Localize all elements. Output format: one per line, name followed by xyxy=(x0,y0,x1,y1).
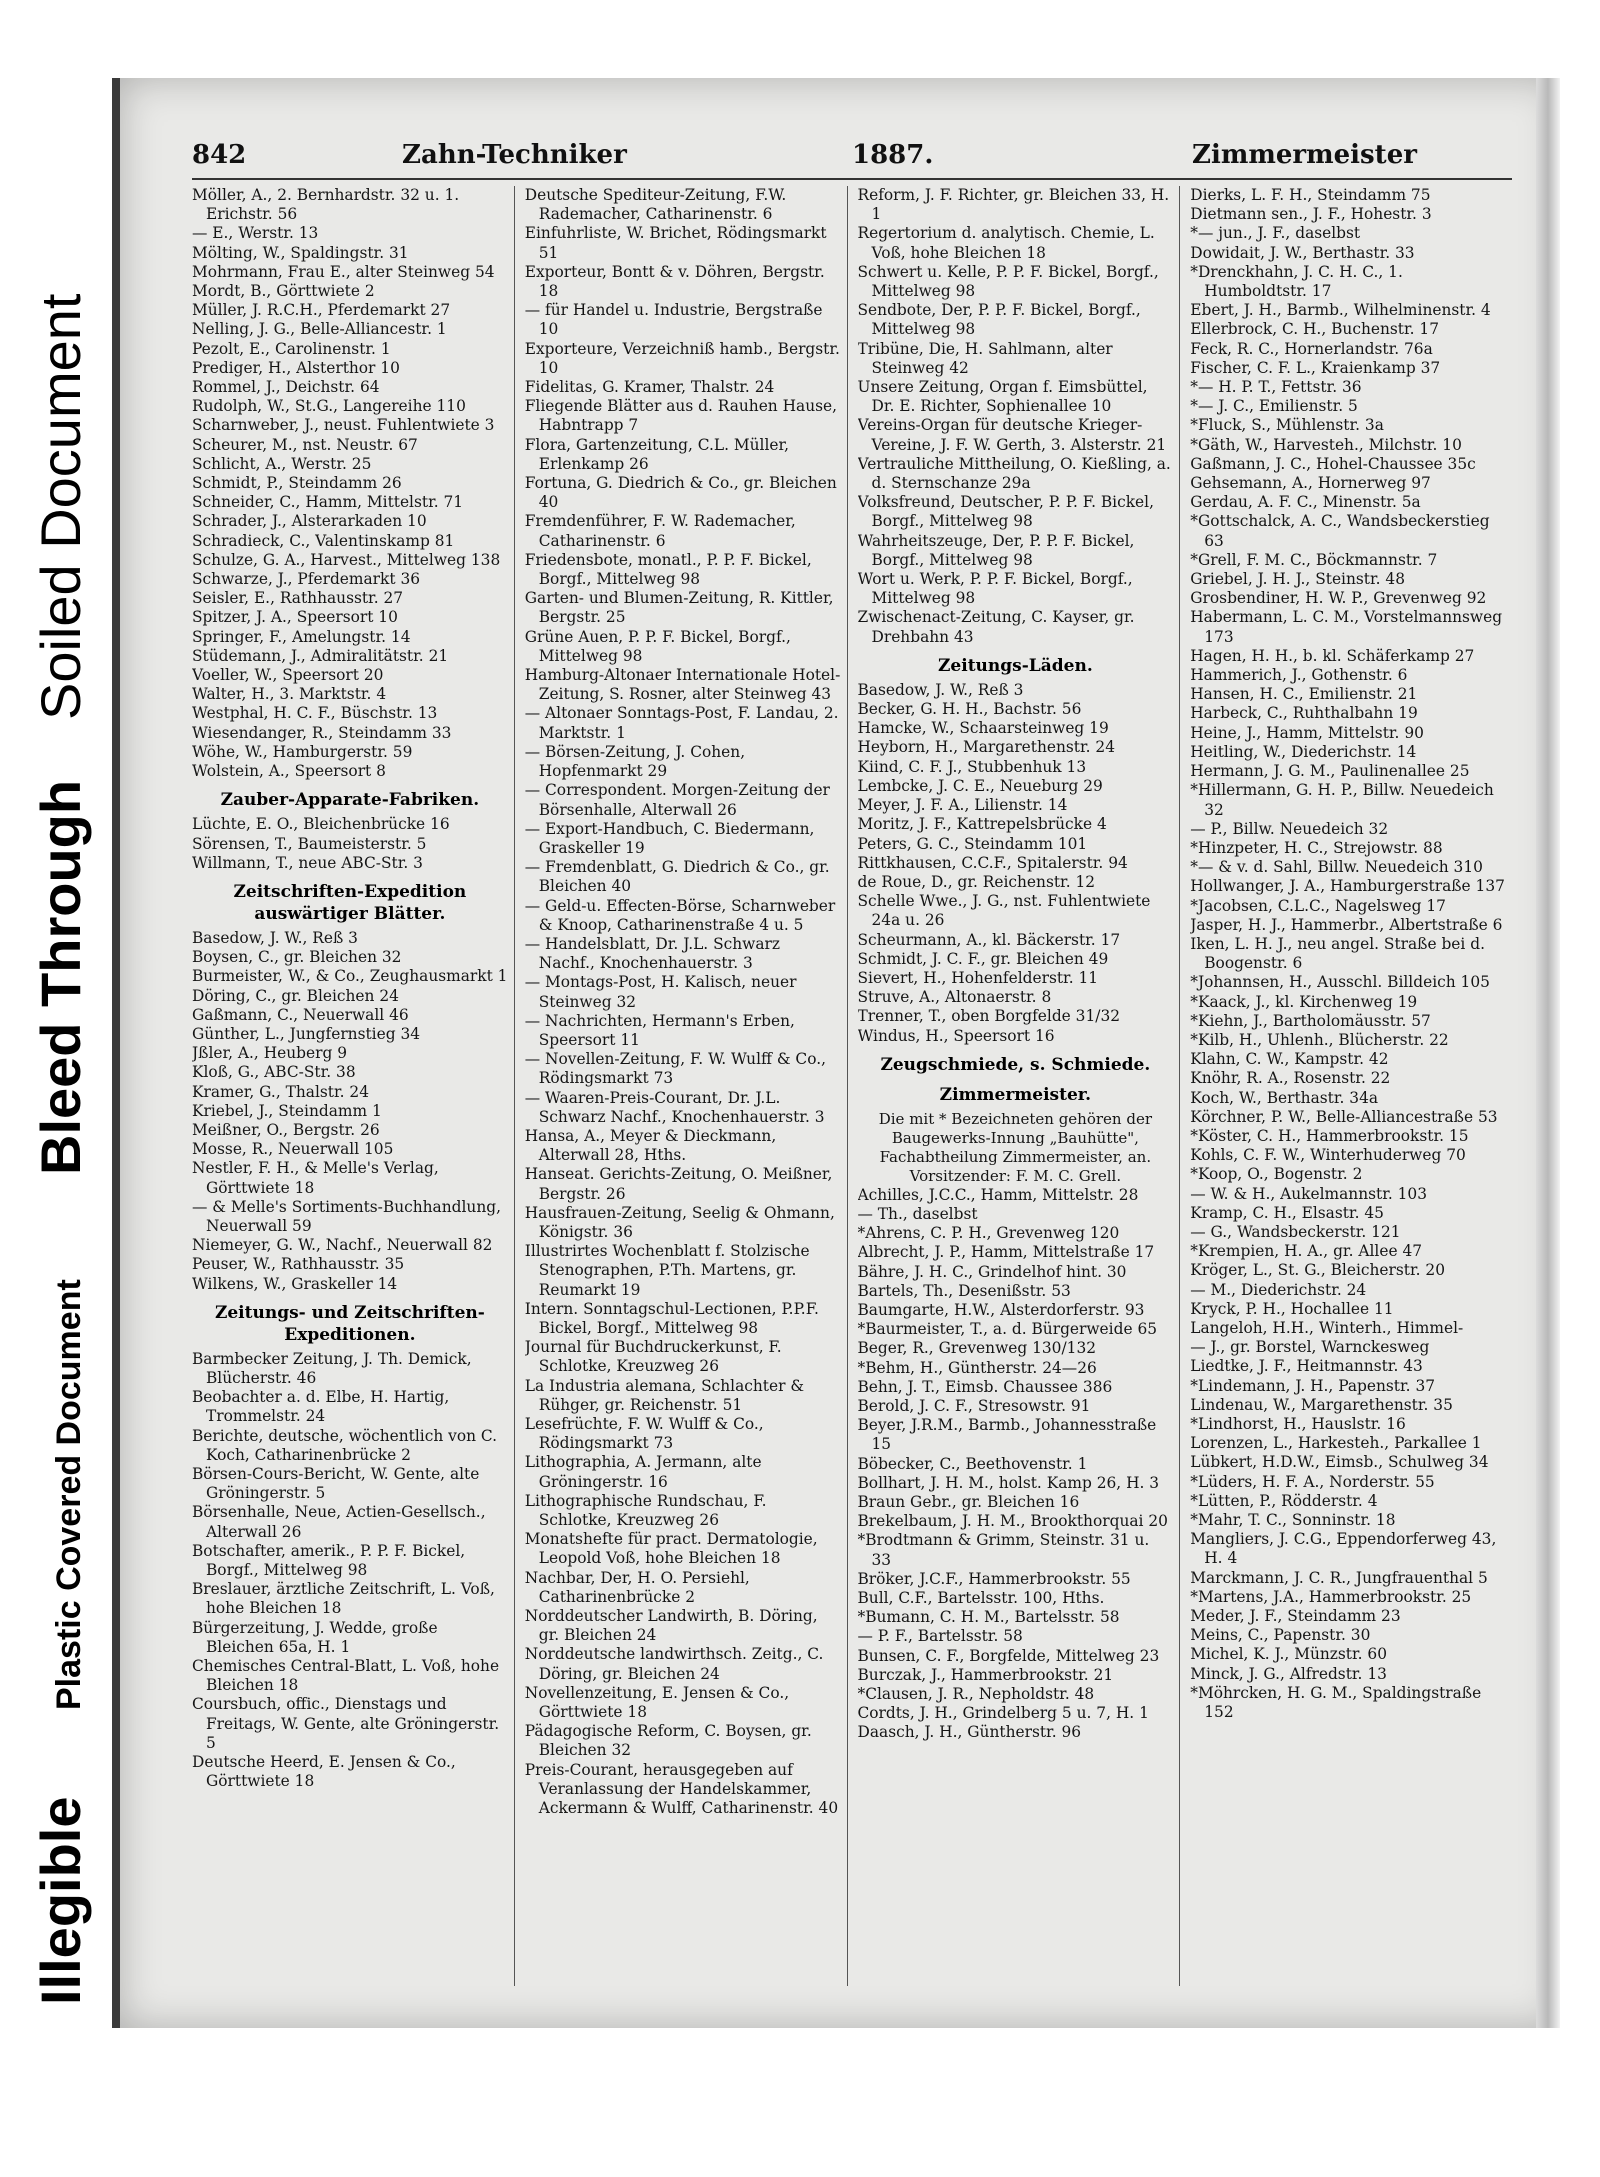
directory-entry: Günther, L., Jungfernstieg 34 xyxy=(192,1024,421,1043)
directory-entry: Deutsche Heerd, E. Jensen & Co., Görttwiete 18 xyxy=(192,1753,456,1791)
directory-entry: Schmidt, J. C. F., gr. Bleichen 49 xyxy=(857,949,1109,968)
directory-entry: — Altonaer Sonntags-Post, F. Landau, 2. Marktstr. 1 xyxy=(524,704,839,742)
directory-entry: — Montags-Post, H. Kalisch, neuer Steinweg 32 xyxy=(524,973,797,1011)
directory-entry: Hagen, H. H., b. kl. Schäferkamp 27 xyxy=(1190,646,1475,665)
directory-entry: Berold, J. C. F., Stresowstr. 91 xyxy=(857,1396,1091,1415)
directory-entry: Dowidait, J. W., Berthastr. 33 xyxy=(1190,243,1415,262)
directory-entry: Bartels, Th., Desenißstr. 53 xyxy=(857,1281,1071,1300)
directory-entry: Westphal, H. C. F., Büschstr. 13 xyxy=(192,704,438,723)
directory-entry: Garten- und Blumen-Zeitung, R. Kittler, Bergstr. 25 xyxy=(524,589,834,627)
directory-entry: — Th., daselbst xyxy=(857,1204,978,1223)
directory-entry: Böbecker, C., Beethovenstr. 1 xyxy=(857,1454,1088,1473)
header-year: 1887. xyxy=(852,140,934,170)
stamp-illegible: Illegible xyxy=(29,1796,92,2005)
directory-entry: Schmidt, P., Steindamm 26 xyxy=(192,474,402,493)
directory-entry: Habermann, L. C. M., Vorstelmannsweg 173 xyxy=(1190,608,1503,646)
directory-entry: Mohrmann, Frau E., alter Steinweg 54 xyxy=(192,262,495,281)
directory-entry: Walter, H., 3. Marktstr. 4 xyxy=(192,685,387,704)
directory-entry: *Kilb, H., Uhlenh., Blücherstr. 22 xyxy=(1190,1030,1449,1049)
directory-entry: Prediger, H., Alsterthor 10 xyxy=(192,358,400,377)
directory-entry: Stüdemann, J., Admiralitätstr. 21 xyxy=(192,646,449,665)
directory-entry: *Gottschalck, A. C., Wandsbeckerstieg 63 xyxy=(1190,512,1490,550)
directory-entry: Jßler, A., Heuberg 9 xyxy=(192,1044,348,1063)
directory-entry: Illustrirtes Wochenblatt f. Stolzische Stenographen, P.Th. Martens, gr. Reumarkt 19 xyxy=(524,1242,810,1299)
column-4 xyxy=(1190,186,1512,1986)
directory-entry: Rittkhausen, C.C.F., Spitalerstr. 94 xyxy=(857,853,1128,872)
directory-entry: Bürgerzeitung, J. Wedde, große Bleichen 65a, H. 1 xyxy=(192,1618,438,1656)
directory-entry: Sendbote, Der, P. P. F. Bickel, Borgf., Mittelweg 98 xyxy=(857,301,1141,339)
directory-entry: Kriebel, J., Steindamm 1 xyxy=(192,1101,382,1120)
directory-entry: Döring, C., gr. Bleichen 24 xyxy=(192,986,399,1005)
directory-entry: Exporteur, Bontt & v. Döhren, Bergstr. 18 xyxy=(524,262,825,301)
column-3 xyxy=(858,186,1181,1986)
directory-entry: Friedensbote, monatl., P. P. F. Bickel, Borgf., Mittelweg 98 xyxy=(524,550,812,589)
directory-entry: Lüchte, E. O., Bleichenbrücke 16 xyxy=(192,815,450,834)
section-title: Zeitschriften-Expedition auswärtiger Blätter. xyxy=(233,881,467,924)
directory-entry: Pezolt, E., Carolinenstr. 1 xyxy=(192,339,391,358)
directory-entry: Marckmann, J. C. R., Jungfrauenthal 5 xyxy=(1190,1568,1488,1587)
directory-entry: Gehsemann, A., Hornerweg 97 xyxy=(1190,474,1431,493)
directory-entry: Kryck, P. H., Hochallee 11 xyxy=(1190,1299,1394,1318)
directory-entry: Gerdau, A. F. C., Minenstr. 5a xyxy=(1190,493,1421,512)
directory-entry: *— H. P. T., Fettstr. 36 xyxy=(1190,378,1362,397)
directory-entry: *— J. C., Emilienstr. 5 xyxy=(1190,397,1358,416)
directory-entry: Müller, J. R.C.H., Pferdemarkt 27 xyxy=(192,301,451,320)
directory-entry: Lithographische Rundschau, F. Schlotke, Kreuzweg 26 xyxy=(524,1491,767,1530)
section-title: Zeitungs- und Zeitschriften-Expeditionen. xyxy=(214,1302,485,1345)
directory-entry: Brekelbaum, J. H. M., Brookthorquai 20 xyxy=(857,1512,1168,1531)
directory-entry: Scheurer, M., nst. Neustr. 67 xyxy=(192,435,418,454)
directory-entry: Schulze, G. A., Harvest., Mittelweg 138 xyxy=(192,550,501,569)
directory-entry: Chemisches Central-Blatt, L. Voß, hohe Bleichen 18 xyxy=(192,1657,500,1695)
directory-entry: Kohls, C. F. W., Winterhuderweg 70 xyxy=(1190,1146,1466,1165)
directory-entry: Kloß, G., ABC-Str. 38 xyxy=(192,1063,356,1082)
column-2 xyxy=(525,186,848,1986)
section-title: Zeitungs-Läden. xyxy=(938,655,1093,676)
directory-entry: Scharnweber, J., neust. Fuhlentwiete 3 xyxy=(192,416,495,435)
directory-entry: *Lütten, P., Rödderstr. 4 xyxy=(1190,1491,1378,1510)
header-rule xyxy=(192,178,1512,180)
directory-entry: Harbeck, C., Ruhthalbahn 19 xyxy=(1190,704,1418,723)
directory-entry: Heine, J., Hamm, Mittelstr. 90 xyxy=(1190,723,1424,742)
directory-entry: Reform, J. F. Richter, gr. Bleichen 33, H. 1 xyxy=(857,186,1170,224)
directory-entry: — Waaren-Preis-Courant, Dr. J.L. Schwarz Nachf., Knochenhauerstr. 3 xyxy=(524,1088,825,1126)
directory-entry: de Roue, D., gr. Reichenstr. 12 xyxy=(857,872,1096,891)
section-title: Zeugschmiede, s. Schmiede. xyxy=(880,1054,1151,1075)
directory-entry: *Hinzpeter, H. C., Strejowstr. 88 xyxy=(1190,838,1443,857)
stamp-soiled: Soiled Document xyxy=(29,293,92,720)
directory-entry: Braun Gebr., gr. Bleichen 16 xyxy=(857,1492,1080,1511)
directory-entry: *Lindemann, J. H., Papenstr. 37 xyxy=(1190,1376,1436,1395)
directory-entry: Struve, A., Altonaerstr. 8 xyxy=(857,988,1052,1007)
directory-entry: Meyer, J. F. A., Lilienstr. 14 xyxy=(857,796,1068,815)
directory-entry: — Geld-u. Effecten-Börse, Scharnweber & Knoop, Catharinenstraße 4 u. 5 xyxy=(524,896,836,934)
directory-entry: Bähre, J. H. C., Grindelhof hint. 30 xyxy=(857,1262,1127,1281)
directory-entry: *Drenckhahn, J. C. H. C., 1. Humboldtstr. 17 xyxy=(1190,262,1403,301)
directory-entry: Journal für Buchdruckerkunst, F. Schlotke, Kreuzweg 26 xyxy=(524,1338,782,1376)
directory-entry: *Kiehn, J., Bartholomäusstr. 57 xyxy=(1190,1011,1431,1030)
directory-entry: Iken, L. H. J., neu angel. Straße bei d. Boogenstr. 6 xyxy=(1190,934,1485,973)
directory-entry: *Mahr, T. C., Sonninstr. 18 xyxy=(1190,1511,1396,1530)
directory-entry: Schrader, J., Alsterarkaden 10 xyxy=(192,512,427,531)
directory-entry: Fortuna, G. Diedrich & Co., gr. Bleichen 40 xyxy=(524,474,837,512)
directory-entry: Ebert, J. H., Barmb., Wilhelminenstr. 4 xyxy=(1190,301,1491,320)
directory-entry: Hansen, H. C., Emilienstr. 21 xyxy=(1190,685,1418,704)
directory-entry: Windus, H., Speersort 16 xyxy=(857,1026,1055,1045)
directory-entry: Bröker, J.C.F., Hammerbrookstr. 55 xyxy=(857,1569,1131,1588)
directory-entry: Schelle Wwe., J. G., nst. Fuhlentwiete 24a u. 26 xyxy=(857,892,1151,930)
directory-entry: Vereins-Organ für deutsche Krieger-Vereine, J. F. W. Gerth, 3. Alsterstr. 21 xyxy=(857,416,1167,454)
directory-entry: Baumgarte, H.W., Alsterdorferstr. 93 xyxy=(857,1300,1145,1319)
directory-entry: Liedtke, J. F., Heitmannstr. 43 xyxy=(1190,1357,1423,1376)
directory-entry: Achilles, J.C.C., Hamm, Mittelstr. 28 xyxy=(857,1185,1139,1204)
directory-entry: Hollwanger, J. A., Hamburgerstraße 137 xyxy=(1190,877,1505,896)
directory-entry: Willmann, T., neue ABC-Str. 3 xyxy=(192,853,423,872)
directory-entry: Langeloh, H.H., Winterh., Himmel- xyxy=(1190,1318,1464,1337)
directory-entry: *Brodtmann & Grimm, Steinstr. 31 u. 33 xyxy=(857,1531,1150,1569)
directory-entry: Rudolph, W., St.G., Langereihe 110 xyxy=(192,397,466,416)
directory-entry: Schlicht, A., Werstr. 25 xyxy=(192,454,372,473)
section-title: Zauber-Apparate-Fabriken. xyxy=(220,790,480,811)
directory-entry: — Export-Handbuch, C. Biedermann, Graskeller 19 xyxy=(524,819,815,857)
directory-entry: *Lüders, H. F. A., Norderstr. 55 xyxy=(1190,1472,1435,1491)
directory-entry: Schwert u. Kelle, P. P. F. Bickel, Borgf., Mittelweg 98 xyxy=(857,262,1159,301)
section-note: Die mit * Bezeichneten gehören der Baugewerks-Innung „Bauhütte", Fachabtheilung Zimmermeister, an. xyxy=(878,1109,1152,1166)
directory-entry: Wort u. Werk, P. P. F. Bickel, Borgf., Mittelweg 98 xyxy=(857,570,1133,608)
directory-entry: Nestler, F. H., & Melle's Verlag, Görttwiete 18 xyxy=(192,1159,439,1197)
directory-entry: Grüne Auen, P. P. F. Bickel, Borgf., Mittelweg 98 xyxy=(524,627,791,665)
directory-entry: Griebel, J. H. J., Steinstr. 48 xyxy=(1190,570,1406,589)
directory-entry: — P. F., Bartelsstr. 58 xyxy=(857,1627,1023,1646)
directory-entry: Fischer, C. F. L., Kraienkamp 37 xyxy=(1190,358,1441,377)
directory-entry: Kramer, G., Thalstr. 24 xyxy=(192,1082,369,1101)
directory-entry: Dierks, L. F. H., Steindamm 75 xyxy=(1190,186,1431,204)
directory-entry: Trenner, T., oben Borgfelde 31/32 xyxy=(857,1007,1121,1026)
directory-entry: Monatshefte für pract. Dermatologie, Leopold Voß, hohe Bleichen 18 xyxy=(524,1530,818,1568)
directory-entry: Boysen, C., gr. Bleichen 32 xyxy=(192,948,402,967)
directory-entry: — W. & H., Aukelmannstr. 103 xyxy=(1190,1184,1428,1203)
directory-entry: Mordt, B., Görttwiete 2 xyxy=(192,282,375,301)
directory-entry: Novellenzeitung, E. Jensen & Co., Görttwiete 18 xyxy=(524,1683,790,1722)
section-note: Vorsitzender: F. M. C. Grell. xyxy=(909,1166,1122,1185)
directory-entry: Nachbar, Der, H. O. Persiehl, Catharinenbrücke 2 xyxy=(524,1568,750,1606)
directory-entry: Fliegende Blätter aus d. Rauhen Hause, Habntrapp 7 xyxy=(524,397,838,435)
directory-entry: *Clausen, J. R., Nepholdstr. 48 xyxy=(857,1685,1095,1704)
header-right-title: Zimmermeister xyxy=(1192,140,1417,170)
directory-entry: Gaßmann, C., Neuerwall 46 xyxy=(192,1005,409,1024)
directory-entry: *Jacobsen, C.L.C., Nagelsweg 17 xyxy=(1190,896,1446,915)
directory-entry: Hansa, A., Meyer & Dieckmann, Alterwall 28, Hths. xyxy=(524,1126,777,1165)
directory-entry: Schradieck, C., Valentinskamp 81 xyxy=(192,531,455,550)
directory-entry: Dietmann sen., J. F., Hohestr. 3 xyxy=(1190,205,1432,224)
directory-entry: Rommel, J., Deichstr. 64 xyxy=(192,378,380,397)
directory-entry: Tribüne, Die, H. Sahlmann, alter Steinweg 42 xyxy=(857,339,1113,377)
directory-entry: Lesefrüchte, F. W. Wulff & Co., Rödingsmarkt 73 xyxy=(524,1415,764,1453)
directory-columns xyxy=(192,186,1512,1986)
section-title: Zimmermeister. xyxy=(939,1084,1092,1105)
directory-entry: *Behm, H., Güntherstr. 24—26 xyxy=(857,1358,1097,1377)
directory-entry: Nelling, J. G., Belle-Alliancestr. 1 xyxy=(192,320,447,339)
directory-entry: Beobachter a. d. Elbe, H. Hartig, Trommelstr. 24 xyxy=(192,1388,450,1426)
directory-entry: Vertrauliche Mittheilung, O. Kießling, a. d. Sternschanze 29a xyxy=(857,454,1171,493)
directory-entry: *— jun., J. F., daselbst xyxy=(1190,224,1361,243)
directory-entry: Wöhe, W., Hamburgerstr. 59 xyxy=(192,742,413,761)
directory-entry: Feck, R. C., Hornerlandstr. 76a xyxy=(1190,339,1433,358)
directory-entry: Exporteure, Verzeichniß hamb., Bergstr. 10 xyxy=(524,339,840,377)
header-left-title: Zahn-Techniker xyxy=(402,140,627,170)
directory-entry: Mangliers, J. C.G., Eppendorferweg 43, H. 4 xyxy=(1190,1530,1497,1568)
directory-entry: *Fluck, S., Mühlenstr. 3a xyxy=(1190,416,1384,435)
directory-entry: Springer, F., Amelungstr. 14 xyxy=(192,627,411,646)
directory-entry: *Ahrens, C. P. H., Grevenweg 120 xyxy=(857,1224,1120,1243)
directory-entry: Lembcke, J. C. E., Neueburg 29 xyxy=(857,776,1103,795)
directory-entry: Kröger, L., St. G., Bleicherstr. 20 xyxy=(1190,1261,1445,1280)
directory-entry: Peters, G. C., Steindamm 101 xyxy=(857,834,1088,853)
directory-entry: Michel, K. J., Münzstr. 60 xyxy=(1190,1645,1388,1664)
directory-entry: *Köster, C. H., Hammerbrookstr. 15 xyxy=(1190,1126,1469,1145)
directory-entry: — E., Werstr. 13 xyxy=(192,224,319,243)
directory-entry: — P., Billw. Neuedeich 32 xyxy=(1190,819,1389,838)
directory-entry: Sievert, H., Hohenfelderstr. 11 xyxy=(857,968,1099,987)
directory-entry: Schwarze, J., Pferdemarkt 36 xyxy=(192,570,421,589)
directory-entry: *— & v. d. Sahl, Billw. Neuedeich 310 xyxy=(1190,858,1483,877)
directory-entry: — Nachrichten, Hermann's Erben, Speersort 11 xyxy=(524,1011,795,1049)
directory-entry: Pädagogische Reform, C. Boysen, gr. Bleichen 32 xyxy=(524,1722,812,1760)
directory-entry: Ellerbrock, C. H., Buchenstr. 17 xyxy=(1190,320,1440,339)
directory-entry: — Novellen-Zeitung, F. W. Wulff & Co., Rödingsmarkt 73 xyxy=(524,1050,826,1088)
directory-entry: — M., Diederichstr. 24 xyxy=(1190,1280,1367,1299)
directory-entry: Kramp, C. H., Elsastr. 45 xyxy=(1190,1203,1384,1222)
directory-entry: Hamcke, W., Schaarsteinweg 19 xyxy=(857,719,1109,738)
directory-entry: Bunsen, C. F., Borgfelde, Mittelweg 23 xyxy=(857,1646,1160,1665)
directory-entry: Heyborn, H., Margarethenstr. 24 xyxy=(857,738,1116,757)
directory-entry: Daasch, J. H., Güntherstr. 96 xyxy=(857,1723,1082,1742)
directory-entry: Schneider, C., Hamm, Mittelstr. 71 xyxy=(192,493,464,512)
directory-entry: Bull, C.F., Bartelsstr. 100, Hths. xyxy=(857,1589,1105,1607)
directory-entry: Flora, Gartenzeitung, C.L. Müller, Erlenkamp 26 xyxy=(524,435,790,473)
directory-entry: Beger, R., Grevenweg 130/132 xyxy=(857,1339,1097,1358)
directory-entry: Wahrheitszeuge, Der, P. P. F. Bickel, Borgf., Mittelweg 98 xyxy=(857,531,1135,569)
directory-entry: *Martens, J.A., Hammerbrookstr. 25 xyxy=(1190,1587,1472,1606)
directory-entry: Börsen-Cours-Bericht, W. Gente, alte Gröningerstr. 5 xyxy=(192,1464,480,1503)
directory-entry: Gaßmann, J. C., Hohel-Chaussee 35c xyxy=(1190,454,1476,473)
directory-entry: *Krempien, H. A., gr. Allee 47 xyxy=(1190,1242,1423,1261)
archive-stamp-strip xyxy=(0,0,100,2177)
directory-entry: Unsere Zeitung, Organ f. Eimsbüttel, Dr. E. Richter, Sophienallee 10 xyxy=(857,378,1148,416)
directory-entry: — Handelsblatt, Dr. J.L. Schwarz Nachf., Knochenhauerstr. 3 xyxy=(524,934,780,973)
directory-entry: Preis-Courant, herausgegeben auf Veranlassung der Handelskammer, Ackermann & Wulff, Catharinenstr. 40 xyxy=(524,1760,839,1818)
directory-entry: Hanseat. Gerichts-Zeitung, O. Meißner, Bergstr. 26 xyxy=(524,1165,833,1203)
directory-entry: Sörensen, T., Baumeisterstr. 5 xyxy=(192,834,427,853)
directory-entry: *Hillermann, G. H. P., Billw. Neuedeich 32 xyxy=(1190,781,1494,819)
directory-entry: Voeller, W., Speersort 20 xyxy=(192,666,384,685)
directory-entry: Wiesendanger, R., Steindamm 33 xyxy=(192,723,452,742)
directory-entry: Seisler, E., Rathhausstr. 27 xyxy=(192,589,404,608)
directory-entry: Regertorium d. analytisch. Chemie, L. Voß, hohe Bleichen 18 xyxy=(857,224,1155,262)
directory-entry: — Correspondent. Morgen-Zeitung der Börsenhalle, Alterwall 26 xyxy=(524,781,830,819)
directory-entry: Hausfrauen-Zeitung, Seelig & Ohmann, Königstr. 36 xyxy=(524,1203,835,1241)
directory-entry: Klahn, C. W., Kampstr. 42 xyxy=(1190,1050,1389,1069)
directory-entry: — & Melle's Sortiments-Buchhandlung, Neuerwall 59 xyxy=(192,1197,501,1235)
directory-entry: Intern. Sonntagschul-Lectionen, P.P.F. Bickel, Borgf., Mittelweg 98 xyxy=(524,1299,819,1337)
directory-entry: Barmbecker Zeitung, J. Th. Demick, Blücherstr. 46 xyxy=(192,1349,472,1387)
directory-entry: Börsenhalle, Neue, Actien-Gesellsch., Alterwall 26 xyxy=(192,1503,486,1541)
directory-entry: Beyer, J.R.M., Barmb., Johannesstraße 15 xyxy=(857,1416,1157,1454)
directory-entry: Volksfreund, Deutscher, P. P. F. Bickel, Borgf., Mittelweg 98 xyxy=(857,493,1154,531)
directory-entry: Spitzer, J. A., Speersort 10 xyxy=(192,608,398,627)
directory-entry: Mosse, R., Neuerwall 105 xyxy=(192,1140,394,1159)
directory-entry: Behn, J. T., Eimsb. Chaussee 386 xyxy=(857,1377,1113,1396)
directory-entry: Bollhart, J. H. M., holst. Kamp 26, H. 3 xyxy=(857,1473,1160,1492)
directory-entry: *Baurmeister, T., a. d. Bürgerweide 65 xyxy=(857,1320,1158,1339)
page-number: 842 xyxy=(192,140,247,170)
directory-entry: Fidelitas, G. Kramer, Thalstr. 24 xyxy=(524,378,775,397)
directory-entry: Mölting, W., Spaldingstr. 31 xyxy=(192,243,409,262)
column-1 xyxy=(192,186,515,1986)
directory-entry: Einfuhrliste, W. Brichet, Rödingsmarkt 51 xyxy=(524,224,827,262)
directory-entry: Wolstein, A., Speersort 8 xyxy=(192,762,386,781)
directory-entry: Breslauer, ärztliche Zeitschrift, L. Voß, hohe Bleichen 18 xyxy=(192,1580,495,1618)
directory-entry: *Koop, O., Bogenstr. 2 xyxy=(1190,1165,1363,1184)
directory-entry: Fremdenführer, F. W. Rademacher, Catharinenstr. 6 xyxy=(524,512,796,550)
directory-entry: Norddeutsche landwirthsch. Zeitg., C. Döring, gr. Bleichen 24 xyxy=(524,1645,824,1683)
directory-entry: Minck, J. G., Alfredstr. 13 xyxy=(1190,1664,1387,1683)
directory-entry: Moritz, J. F., Kattrepelsbrücke 4 xyxy=(857,815,1107,834)
directory-entry: Möller, A., 2. Bernhardstr. 32 u. 1. Erichstr. 56 xyxy=(192,186,460,224)
directory-entry: — für Handel u. Industrie, Bergstraße 10 xyxy=(524,301,823,339)
directory-entry: Basedow, J. W., Reß 3 xyxy=(192,928,358,947)
directory-entry: Hermann, J. G. M., Paulinenallee 25 xyxy=(1190,762,1470,781)
directory-entry: La Industria alemana, Schlachter & Rühger, gr. Reichenstr. 51 xyxy=(524,1376,805,1414)
directory-entry: Burczak, J., Hammerbrookstr. 21 xyxy=(857,1665,1114,1684)
directory-entry: Heitling, W., Diederichstr. 14 xyxy=(1190,742,1417,761)
directory-entry: Becker, G. H. H., Bachstr. 56 xyxy=(857,700,1082,719)
directory-entry: Albrecht, J. P., Hamm, Mittelstraße 17 xyxy=(857,1243,1155,1262)
directory-entry: *Grell, F. M. C., Böckmannstr. 7 xyxy=(1190,550,1438,569)
directory-entry: Grosbendiner, H. W. P., Grevenweg 92 xyxy=(1190,589,1487,608)
directory-entry: Koch, W., Berthastr. 34a xyxy=(1190,1088,1379,1107)
directory-entry: Lübkert, H.D.W., Eimsb., Schulweg 34 xyxy=(1190,1453,1489,1472)
directory-entry: Hammerich, J., Gothenstr. 6 xyxy=(1190,666,1408,685)
directory-entry: Kiind, C. F. J., Stubbenhuk 13 xyxy=(857,757,1087,776)
directory-entry: — G., Wandsbeckerstr. 121 xyxy=(1190,1222,1401,1241)
directory-page xyxy=(112,78,1560,2028)
directory-entry: Deutsche Spediteur-Zeitung, F.W. Rademacher, Catharinenstr. 6 xyxy=(524,186,787,224)
directory-entry: Hamburg-Altonaer Internationale Hotel-Zeitung, S. Rosner, alter Steinweg 43 xyxy=(524,666,841,704)
directory-entry: Wilkens, W., Graskeller 14 xyxy=(192,1274,398,1293)
page-edge xyxy=(1536,78,1560,2028)
directory-entry: Meins, C., Papenstr. 30 xyxy=(1190,1626,1371,1645)
directory-entry: *Möhrcken, H. G. M., Spaldingstraße 152 xyxy=(1190,1683,1482,1722)
directory-entry: Basedow, J. W., Reß 3 xyxy=(857,680,1024,699)
directory-entry: Lindenau, W., Margarethenstr. 35 xyxy=(1190,1395,1453,1414)
directory-entry: Burmeister, W., & Co., Zeughausmarkt 1 xyxy=(192,967,508,986)
directory-entry: *Bumann, C. H. M., Bartelsstr. 58 xyxy=(857,1608,1120,1627)
stamp-bleed-through: Bleed Through xyxy=(29,779,92,1175)
directory-entry: — J., gr. Borstel, Warnckesweg xyxy=(1190,1338,1430,1357)
directory-entry: Niemeyer, G. W., Nachf., Neuerwall 82 xyxy=(192,1236,493,1255)
directory-entry: Scheurmann, A., kl. Bäckerstr. 17 xyxy=(857,930,1121,949)
directory-entry: Knöhr, R. A., Rosenstr. 22 xyxy=(1190,1069,1391,1088)
directory-entry: Coursbuch, offic., Dienstags und Freitags, W. Gente, alte Gröningerstr. 5 xyxy=(192,1695,500,1752)
directory-entry: Meder, J. F., Steindamm 23 xyxy=(1190,1607,1401,1626)
directory-entry: Körchner, P. W., Belle-Alliancestraße 53 xyxy=(1190,1107,1498,1126)
directory-entry: *Gäth, W., Harvesteh., Milchstr. 10 xyxy=(1190,435,1462,454)
directory-entry: Jasper, H. J., Hammerbr., Albertstraße 6 xyxy=(1190,915,1503,934)
directory-entry: Cordts, J. H., Grindelberg 5 u. 7, H. 1 xyxy=(857,1704,1149,1723)
stamp-plastic-covered: Plastic Covered Document xyxy=(50,1279,88,1710)
directory-entry: — Fremdenblatt, G. Diedrich & Co., gr. Bleichen 40 xyxy=(524,858,830,896)
directory-entry: Peuser, W., Rathhausstr. 35 xyxy=(192,1255,405,1274)
directory-entry: *Kaack, J., kl. Kirchenweg 19 xyxy=(1190,992,1418,1011)
directory-entry: *Johannsen, H., Ausschl. Billdeich 105 xyxy=(1190,973,1490,992)
directory-entry: Botschafter, amerik., P. P. F. Bickel, Borgf., Mittelweg 98 xyxy=(192,1541,466,1579)
directory-entry: Berichte, deutsche, wöchentlich von C. Koch, Catharinenbrücke 2 xyxy=(192,1426,498,1464)
directory-entry: *Lindhorst, H., Hauslstr. 16 xyxy=(1190,1415,1406,1433)
directory-entry: — Börsen-Zeitung, J. Cohen, Hopfenmarkt 29 xyxy=(524,742,746,781)
directory-entry: Zwischenact-Zeitung, C. Kayser, gr. Drehbahn 43 xyxy=(857,608,1135,646)
directory-entry: Meißner, O., Bergstr. 26 xyxy=(192,1120,380,1139)
directory-entry: Lithographia, A. Jermann, alte Gröningerstr. 16 xyxy=(524,1453,762,1491)
directory-entry: Lorenzen, L., Harkesteh., Parkallee 1 xyxy=(1190,1434,1482,1453)
directory-entry: Norddeutscher Landwirth, B. Döring, gr. Bleichen 24 xyxy=(524,1607,818,1645)
